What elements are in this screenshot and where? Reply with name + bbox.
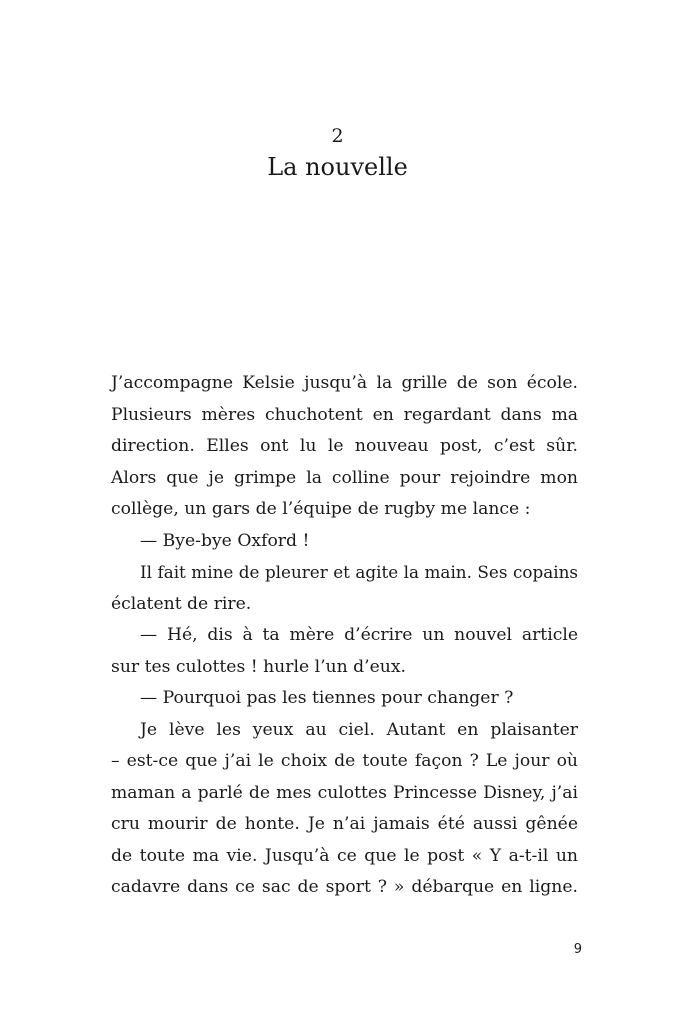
text-line: Je lève les yeux au ciel. Autant en plaisanter [140, 719, 578, 740]
dialogue-line: — Pourquoi pas les tiennes pour changer ? [140, 688, 514, 708]
text-line: maman a parlé de mes culottes Princesse Disney, j’ai [111, 782, 578, 803]
text-line: direction. Elles ont lu le nouveau post, c’est sûr. [111, 436, 578, 456]
text-line: éclatent de rire. [111, 593, 252, 614]
text-line: sur tes culottes ! hurle l’un d’eux. [111, 656, 407, 677]
dialogue-line: — Hé, dis à ta mère d’écrire un nouvel article [140, 625, 578, 645]
dialogue-line: — Bye-bye Oxford ! [140, 530, 310, 551]
text-line: Il fait mine de pleurer et agite la main. Ses copains [140, 562, 578, 582]
chapter-title: La nouvelle [267, 153, 408, 181]
text-line: Alors que je grimpe la colline pour rejoindre mon [111, 467, 578, 488]
text-line: – est-ce que j’ai le choix de toute façon ? Le jour où [111, 751, 578, 771]
body-text [111, 368, 578, 904]
text-line: J’accompagne Kelsie jusqu’à la grille de son école. [111, 373, 578, 393]
page-number: 9 [573, 942, 582, 957]
text-line: de toute ma vie. Jusqu’à ce que le post « Y a-t-il un [111, 845, 578, 866]
text-line: cadavre dans ce sac de sport ? » débarque en ligne. [111, 877, 578, 897]
text-line: cru mourir de honte. Je n’ai jamais été aussi gênée [111, 814, 578, 834]
chapter-number: 2 [331, 125, 344, 147]
text-line: collège, un gars de l’équipe de rugby me lance : [111, 499, 531, 519]
text-line: Plusieurs mères chuchotent en regardant dans ma [111, 404, 578, 425]
